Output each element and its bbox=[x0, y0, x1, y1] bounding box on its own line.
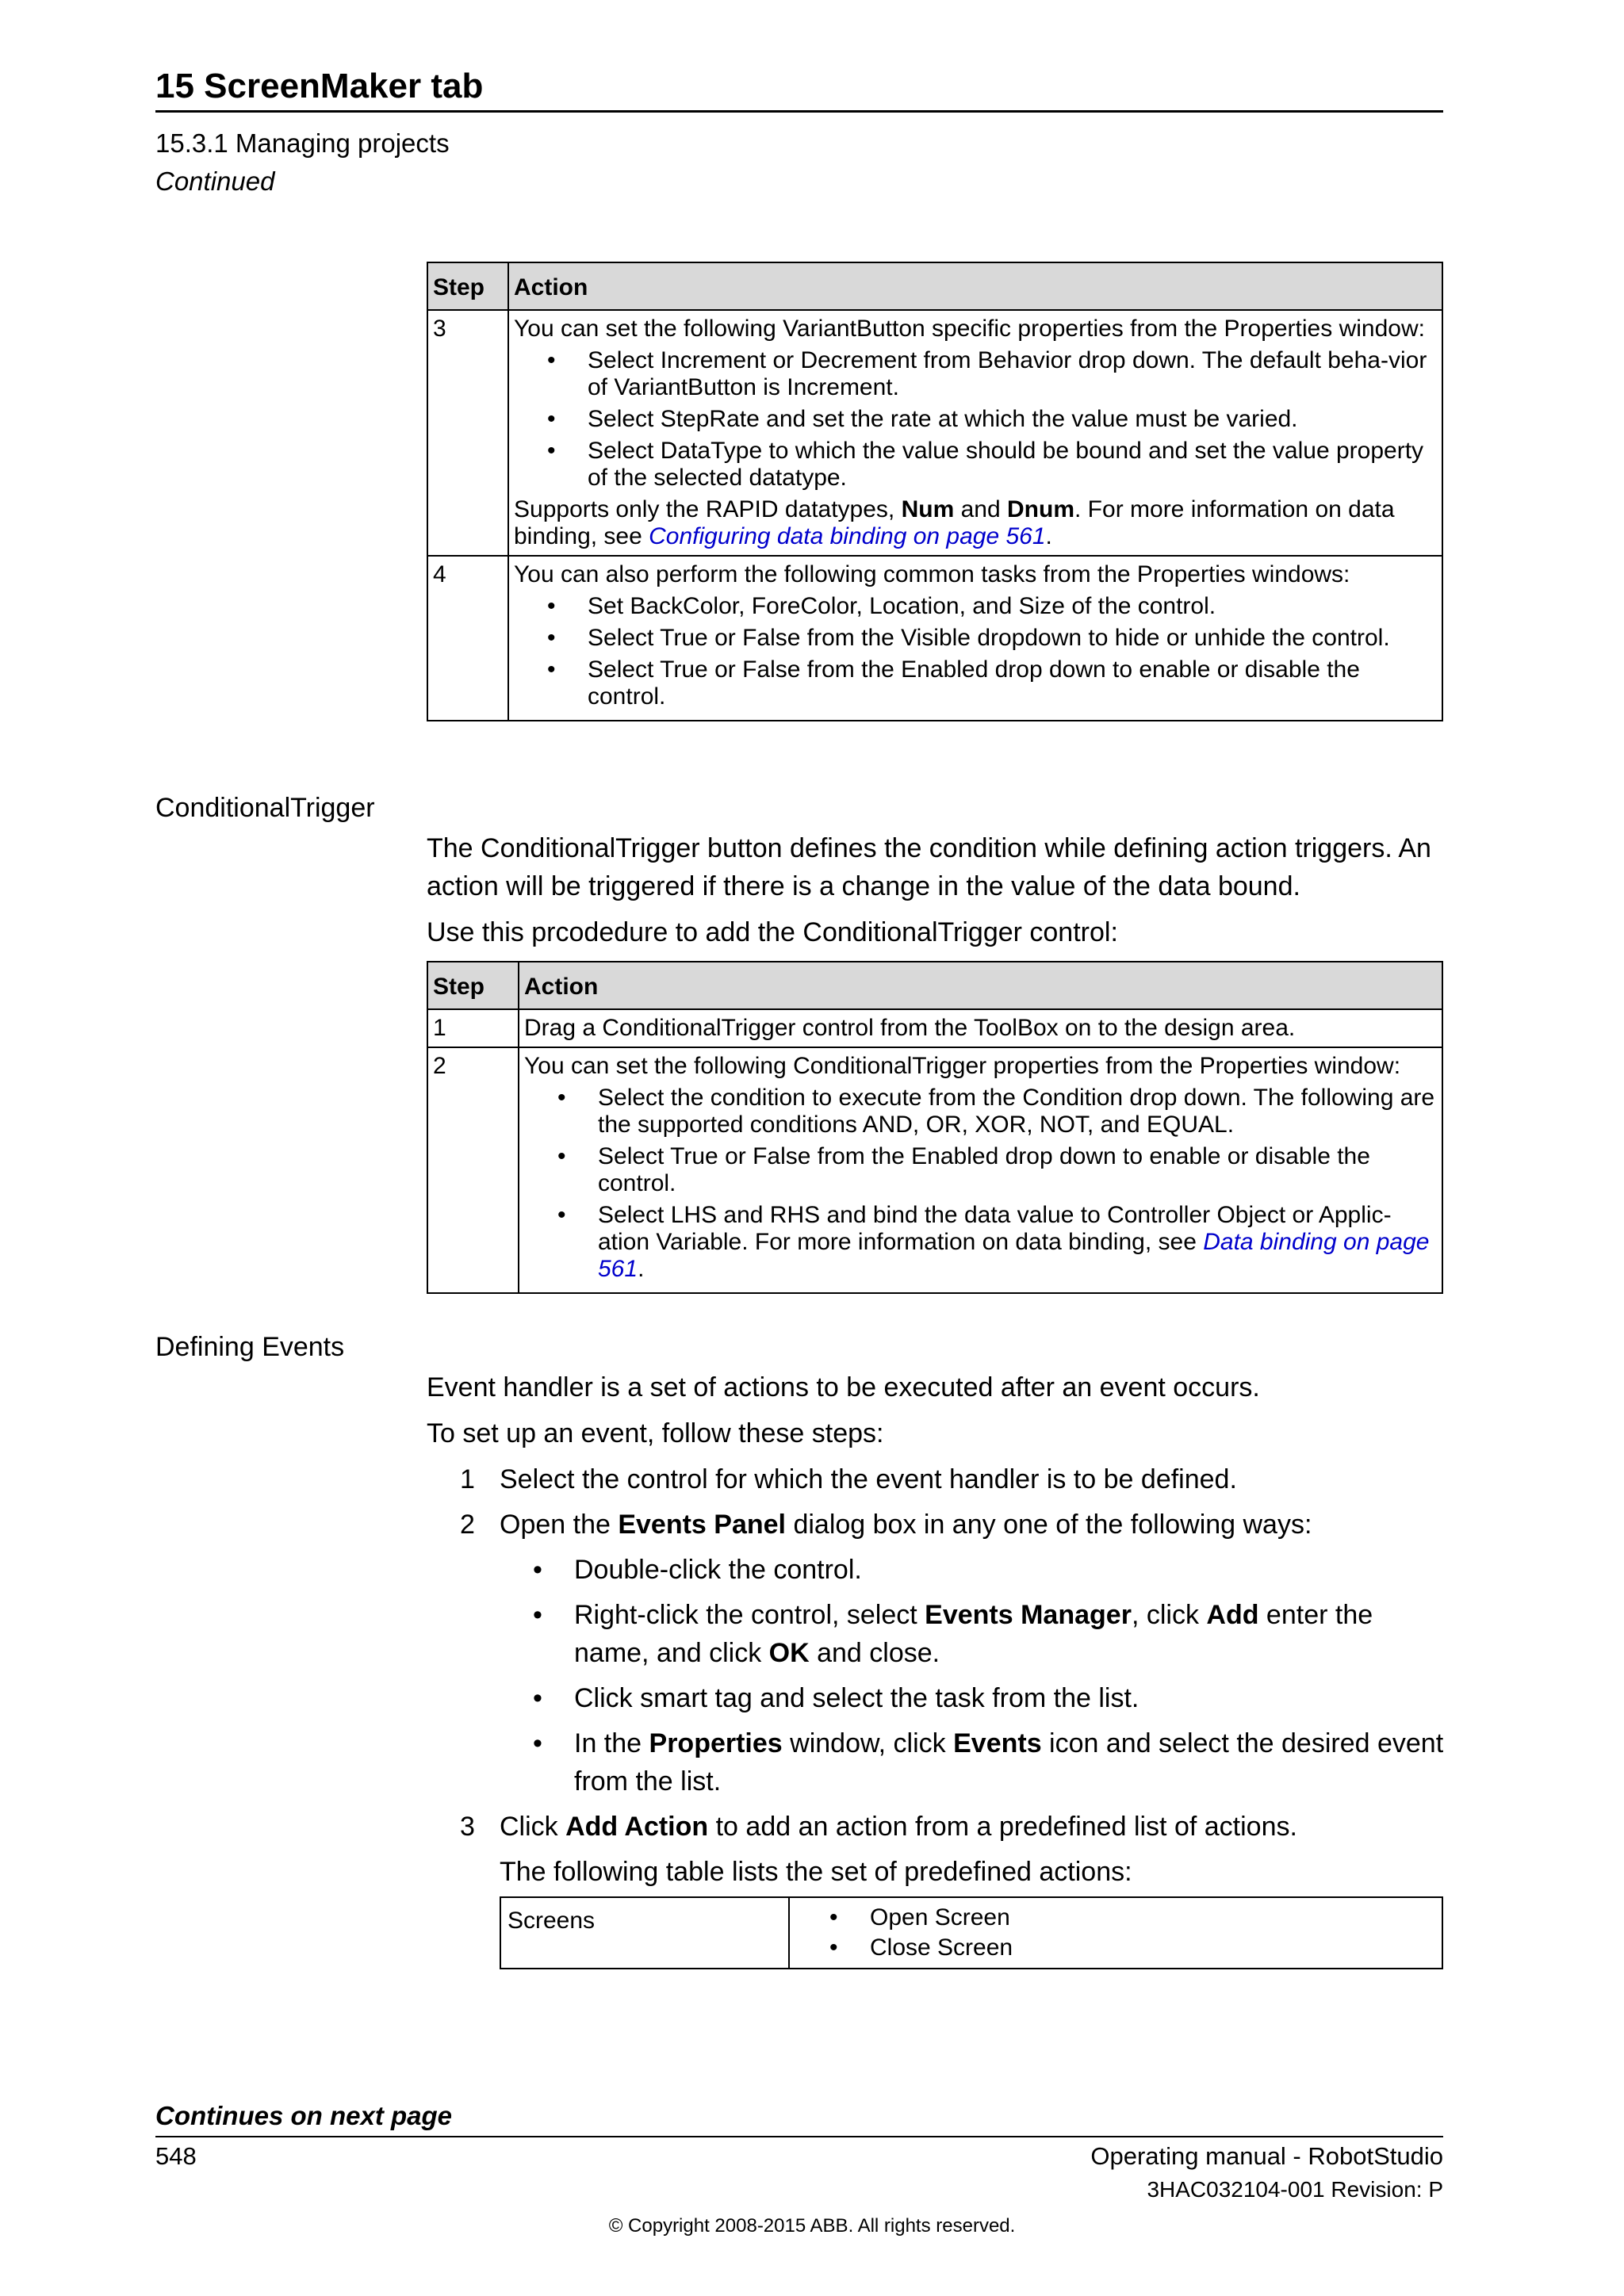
bullet-list bbox=[514, 593, 1437, 710]
list-item: • Select the condition to execute from the Condition drop down. The following are the supported conditions AND, OR, XOR, NOT, and EQUAL. bbox=[524, 1085, 1437, 1138]
chapter-title: 15 ScreenMaker tab bbox=[155, 67, 484, 105]
step-intro: You can set the following VariantButton specific properties from the Properties window: bbox=[514, 316, 1425, 342]
table-row bbox=[427, 1009, 1442, 1047]
document-id: 3HAC032104-001 Revision: P bbox=[1147, 2177, 1443, 2202]
bullet-list bbox=[524, 1085, 1437, 1283]
column-header-action: Action bbox=[508, 262, 1442, 310]
footer-rule bbox=[155, 2136, 1443, 2137]
step-intro: You can set the following ConditionalTrigger properties from the Properties window: bbox=[524, 1053, 1401, 1079]
list-item: • Select StepRate and set the rate at which the value must be varied. bbox=[514, 406, 1437, 433]
conditionaltrigger-procedure-intro: Use this prcodedure to add the ConditionalTrigger control: bbox=[427, 917, 1118, 947]
step-action bbox=[508, 556, 1442, 721]
conditionaltrigger-steps-table bbox=[427, 961, 1443, 1294]
list-item: • Close Screen bbox=[796, 1934, 1435, 1961]
conditionaltrigger-description: The ConditionalTrigger button defines the condition while defining action triggers. An action will be triggered if there is a change in the value of the data bound. bbox=[427, 833, 1431, 901]
continues-on-next-page: Continues on next page bbox=[155, 2101, 453, 2130]
defining-events-heading: Defining Events bbox=[155, 1332, 345, 1362]
list-item: • Select LHS and RHS and bind the data value to Controller Object or Applic-ation Variable. For more information on data binding, see Data binding on page 561. bbox=[524, 1202, 1437, 1283]
step-number: 2 bbox=[427, 1047, 519, 1293]
bullet-list bbox=[514, 347, 1437, 492]
list-item: • Select True or False from the Visible dropdown to hide or unhide the control. bbox=[514, 625, 1437, 652]
page-number: 548 bbox=[155, 2142, 197, 2170]
data-binding-link[interactable]: Data binding on page 561 bbox=[598, 1229, 1430, 1282]
variantbutton-steps-table bbox=[427, 262, 1443, 721]
table-row bbox=[427, 1047, 1442, 1293]
events-description: Event handler is a set of actions to be executed after an event occurs. bbox=[427, 1372, 1260, 1402]
column-header-step: Step bbox=[427, 262, 508, 310]
step-number: 4 bbox=[427, 556, 508, 721]
bullet-list bbox=[796, 1904, 1435, 1961]
list-item: • Set BackColor, ForeColor, Location, and Size of the control. bbox=[514, 593, 1437, 620]
table-header-row bbox=[427, 962, 1442, 1009]
copyright-notice: © Copyright 2008-2015 ABB. All rights reserved. bbox=[608, 2215, 1016, 2237]
header-rule bbox=[155, 110, 1443, 113]
section-title: 15.3.1 Managing projects bbox=[155, 128, 450, 158]
step-number: 1 bbox=[427, 1009, 519, 1047]
list-item: • Open Screen bbox=[796, 1904, 1435, 1931]
step-action: Drag a ConditionalTrigger control from the ToolBox on to the design area. bbox=[519, 1009, 1442, 1047]
list-item: • Select DataType to which the value should be bound and set the value property of the selected datatype. bbox=[514, 438, 1437, 492]
continued-label: Continued bbox=[155, 166, 275, 196]
list-item: • Select Increment or Decrement from Behavior drop down. The default beha-vior of VariantButton is Increment. bbox=[514, 347, 1437, 401]
table-row bbox=[427, 310, 1442, 556]
column-header-step: Step bbox=[427, 962, 519, 1009]
predefined-actions-table bbox=[500, 1896, 1443, 1969]
list-item: • Select True or False from the Enabled drop down to enable or disable the control. bbox=[524, 1143, 1437, 1197]
data-binding-link[interactable]: Configuring data binding on page 561 bbox=[649, 523, 1046, 549]
step-action bbox=[519, 1047, 1442, 1293]
step-number: 3 bbox=[427, 310, 508, 556]
step-intro: You can also perform the following common tasks from the Properties windows: bbox=[514, 561, 1350, 587]
events-steps-intro: To set up an event, follow these steps: bbox=[427, 1418, 884, 1448]
step-action bbox=[508, 310, 1442, 556]
actions-table-intro: The following table lists the set of predefined actions: bbox=[500, 1857, 1132, 1887]
step-note: Supports only the RAPID datatypes, Num and Dnum. For more information on data binding, see Configuring data binding on page 561. bbox=[514, 496, 1395, 549]
manual-title: Operating manual - RobotStudio bbox=[1090, 2142, 1443, 2170]
table-row bbox=[500, 1897, 1442, 1969]
conditionaltrigger-heading: ConditionalTrigger bbox=[155, 793, 375, 823]
list-item: • Select True or False from the Enabled drop down to enable or disable the control. bbox=[514, 656, 1437, 710]
table-header-row bbox=[427, 262, 1442, 310]
table-row bbox=[427, 556, 1442, 721]
column-header-action: Action bbox=[519, 962, 1442, 1009]
action-category: Screens bbox=[500, 1897, 789, 1969]
action-items bbox=[789, 1897, 1442, 1969]
